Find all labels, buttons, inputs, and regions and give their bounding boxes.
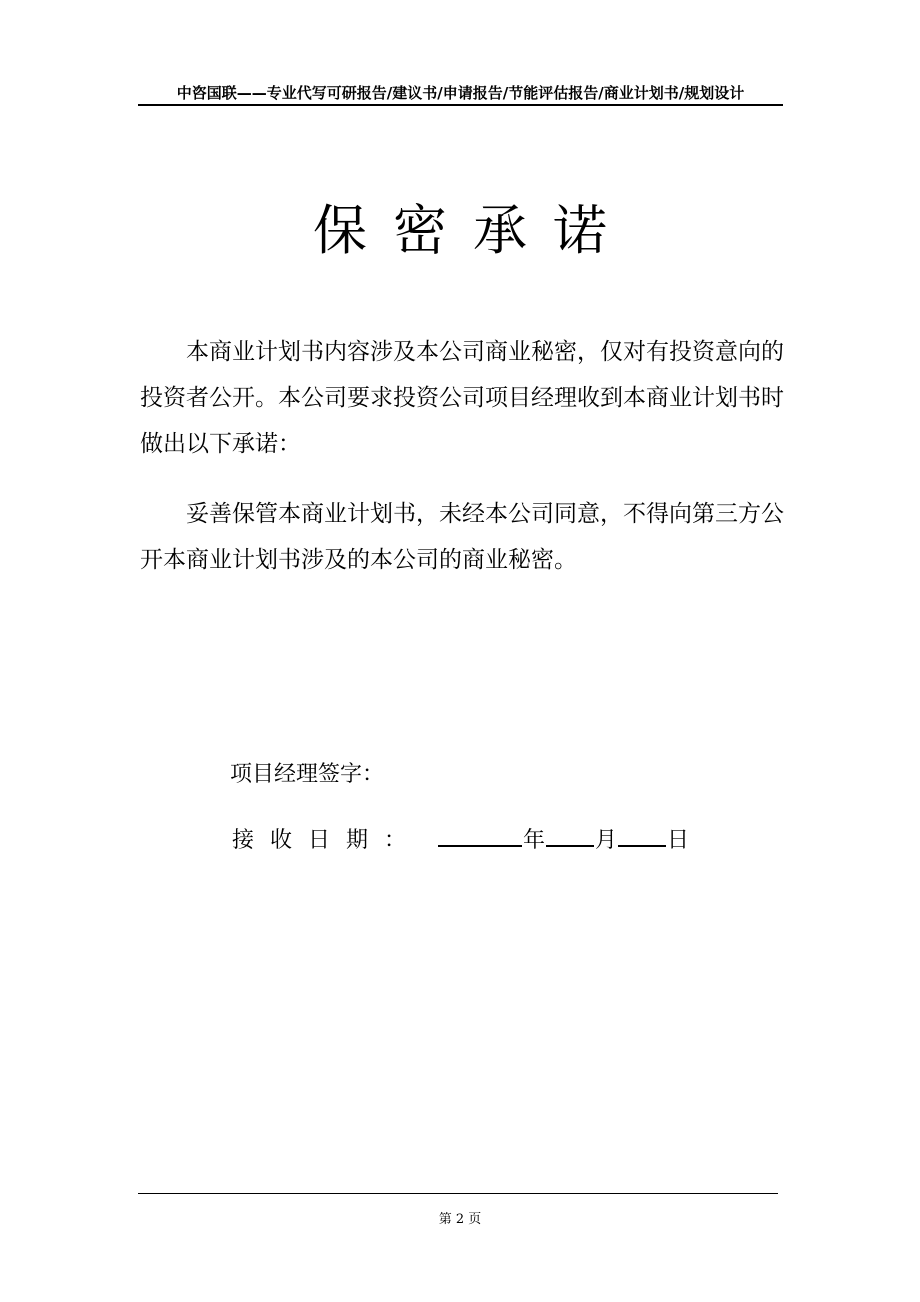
document-title: 保密承诺 [313, 199, 633, 262]
day-unit: 日 [667, 828, 690, 853]
receipt-date-row [232, 823, 690, 854]
month-blank [546, 823, 594, 847]
paragraph-commitment: 妥善保管本商业计划书，未经本公司同意，不得向第三方公开本商业计划书涉及的本公司的商业秘密。 [140, 501, 784, 573]
header-divider [138, 104, 783, 106]
year-unit: 年 [523, 828, 546, 853]
day-blank [618, 823, 666, 847]
month-unit: 月 [595, 828, 618, 853]
paragraph-intro: 本商业计划书内容涉及本公司商业秘密，仅对有投资意向的投资者公开。本公司要求投资公司项目经理收到本商业计划书时做出以下承诺： [140, 339, 784, 457]
page-number: 第 2 页 [438, 1212, 482, 1227]
footer-divider [138, 1193, 778, 1194]
year-blank [438, 823, 522, 847]
receipt-date-label: 接收日期： [232, 828, 423, 853]
page-header: 中咨国联——专业代写可研报告/建议书/申请报告/节能评估报告/商业计划书/规划设计 [176, 84, 745, 102]
signature-label: 项目经理签字： [230, 762, 385, 787]
